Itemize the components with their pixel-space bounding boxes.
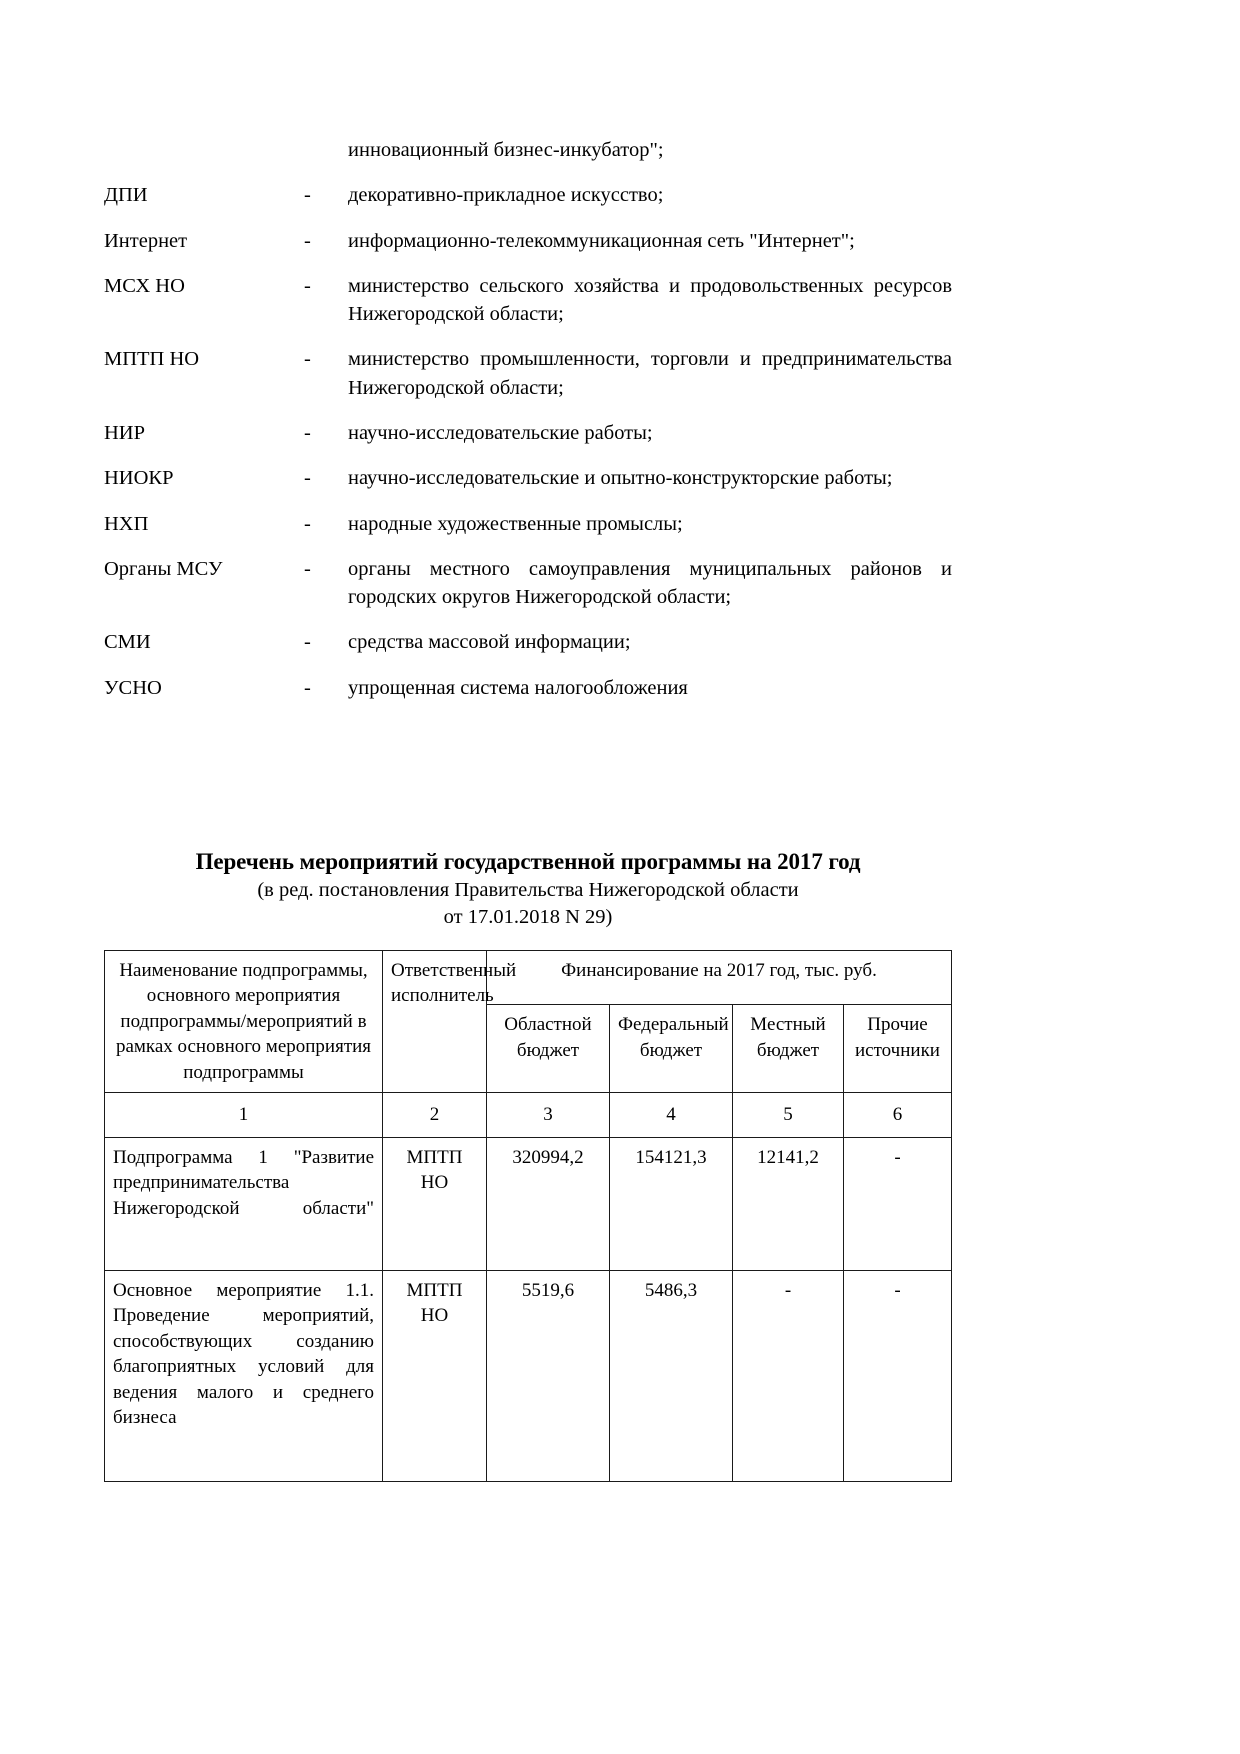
cell-regional-budget: 320994,2 xyxy=(487,1137,610,1270)
abbreviation-definition: министерство промышленности, торговли и предпринимательства Нижегородской области; xyxy=(348,348,952,399)
abbreviation-definition: министерство сельского хозяйства и продовольственных ресурсов Нижегородской области; xyxy=(348,274,952,326)
abbreviation-definition: декоративно-прикладное искусство; xyxy=(348,184,664,207)
column-header-other-sources: Прочие источники xyxy=(844,1005,952,1093)
abbreviation-dash: - xyxy=(304,512,311,535)
heading-subtitle-line-2: от 17.01.2018 N 29) xyxy=(443,906,613,929)
column-header-name: Наименование подпрограммы, основного мероприятия подпрограммы/мероприятий в рамках основного мероприятия подпрограммы xyxy=(105,951,383,1093)
column-number-2: 2 xyxy=(383,1093,487,1137)
column-number-5: 5 xyxy=(733,1093,844,1137)
abbreviation-continuation-row xyxy=(104,136,952,164)
cell-measure-name: Основное мероприятие 1.1. Проведение мероприятий, способствующих созданию благоприятных условий для ведения малого и среднего бизнеса xyxy=(105,1270,383,1481)
abbreviation-term: МПТП НО xyxy=(104,348,200,371)
cell-regional-budget: 5519,6 xyxy=(487,1270,610,1481)
cell-local-budget: 12141,2 xyxy=(733,1137,844,1270)
abbreviation-row xyxy=(104,419,952,447)
cell-federal-budget: 154121,3 xyxy=(610,1137,733,1270)
abbreviation-definition: средства массовой информации; xyxy=(348,631,631,654)
program-measures-table xyxy=(104,950,952,1482)
abbreviation-dash: - xyxy=(304,274,311,297)
column-number-6: 6 xyxy=(844,1093,952,1137)
table-numbering-row xyxy=(105,1093,952,1137)
abbreviation-dash: - xyxy=(304,184,311,207)
column-header-local-budget: Местный бюджет xyxy=(733,1005,844,1093)
abbreviation-definition: научно-исследовательские работы; xyxy=(348,421,653,444)
abbreviation-definition: научно-исследовательские и опытно-конструкторские работы; xyxy=(348,467,893,490)
abbreviation-dash: - xyxy=(304,557,311,580)
abbreviation-row xyxy=(104,510,952,538)
column-number-1: 1 xyxy=(105,1093,383,1137)
cell-executor: МПТП НО xyxy=(383,1137,487,1270)
abbreviation-continuation-text: инновационный бизнес-инкубатор"; xyxy=(348,139,664,161)
abbreviation-row xyxy=(104,628,952,656)
abbreviation-dash: - xyxy=(304,676,311,699)
abbreviation-definition: упрощенная система налогообложения xyxy=(348,676,688,699)
abbreviation-definition: народные художественные промыслы; xyxy=(348,512,683,535)
column-number-4: 4 xyxy=(610,1093,733,1137)
cell-executor: МПТП НО xyxy=(383,1270,487,1481)
abbreviation-definition: информационно-телекоммуникационная сеть "Интернет"; xyxy=(348,229,855,252)
cell-federal-budget: 5486,3 xyxy=(610,1270,733,1481)
cell-other-sources: - xyxy=(844,1270,952,1481)
column-header-executor: Ответственный исполнитель xyxy=(383,951,487,1093)
abbreviation-dash: - xyxy=(304,421,311,444)
abbreviation-term: Интернет xyxy=(104,229,188,252)
abbreviation-definition: органы местного самоуправления муниципальных районов и городских округов Нижегородской области; xyxy=(348,557,952,609)
abbreviation-term: ДПИ xyxy=(104,184,148,207)
column-header-financing-group: Финансирование на 2017 год, тыс. руб. xyxy=(487,951,952,1005)
column-header-regional-budget: Областной бюджет xyxy=(487,1005,610,1093)
cell-local-budget: - xyxy=(733,1270,844,1481)
abbreviation-row xyxy=(104,227,952,255)
column-header-federal-budget: Федеральный бюджет xyxy=(610,1005,733,1093)
abbreviation-row xyxy=(104,345,952,402)
table-header-row-group xyxy=(105,951,952,1005)
document-heading xyxy=(104,846,952,931)
abbreviation-dash: - xyxy=(304,467,311,490)
abbreviations-list xyxy=(104,136,952,719)
page-title: Перечень мероприятий государственной программы на 2017 год xyxy=(195,849,861,874)
abbreviation-row xyxy=(104,272,952,329)
abbreviation-dash: - xyxy=(304,229,311,252)
cell-other-sources: - xyxy=(844,1137,952,1270)
abbreviation-term: НИР xyxy=(104,421,146,444)
abbreviation-row xyxy=(104,464,952,492)
abbreviation-term: НИОКР xyxy=(104,467,174,490)
abbreviation-term: НХП xyxy=(104,512,149,535)
abbreviation-term: СМИ xyxy=(104,631,151,654)
heading-subtitle-line-1: (в ред. постановления Правительства Нижегородской области xyxy=(257,879,799,902)
abbreviation-term: МСХ НО xyxy=(104,274,185,297)
abbreviation-dash: - xyxy=(304,348,311,371)
table-row xyxy=(105,1270,952,1481)
table-row xyxy=(105,1137,952,1270)
cell-measure-name: Подпрограмма 1 "Развитие предпринимательства Нижегородской области" xyxy=(105,1137,383,1270)
abbreviation-dash: - xyxy=(304,631,311,654)
abbreviation-row xyxy=(104,181,952,209)
abbreviation-row xyxy=(104,555,952,612)
column-number-3: 3 xyxy=(487,1093,610,1137)
abbreviation-term: Органы МСУ xyxy=(104,557,223,580)
abbreviation-row xyxy=(104,674,952,702)
abbreviation-term: УСНО xyxy=(104,676,162,699)
